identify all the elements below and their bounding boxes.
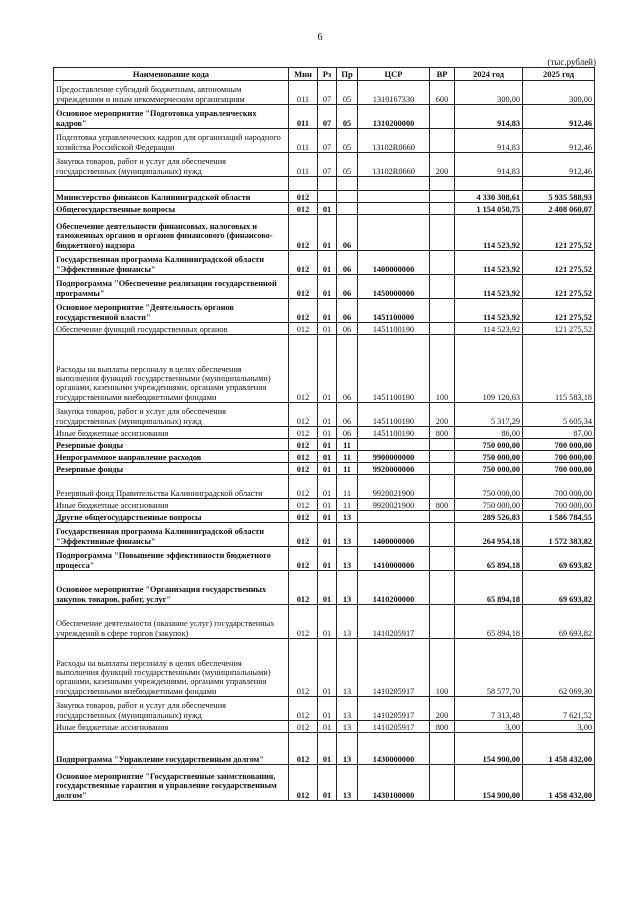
cell-vr: [430, 299, 455, 323]
table-row: [54, 733, 595, 765]
cell-csr: 1410205917: [358, 721, 430, 733]
cell-2025: 121 275,52: [523, 275, 595, 299]
cell-csr: 1310167330: [358, 81, 430, 105]
cell-2025: 912,46: [523, 105, 595, 129]
cell-rz: 01: [318, 439, 337, 451]
table-row: [54, 721, 595, 733]
cell-vr: 600: [430, 81, 455, 105]
cell-name: Обеспечение функций государственных органов: [54, 323, 289, 335]
cell-2025: 69 693,82: [523, 547, 595, 571]
cell-vr: [430, 439, 455, 451]
cell-pr: [337, 177, 358, 191]
cell-2024: 750 000,00: [455, 499, 523, 511]
cell-rz: 07: [318, 129, 337, 153]
cell-rz: 01: [318, 499, 337, 511]
table-row: [54, 299, 595, 323]
cell-2024: 114 523,92: [455, 323, 523, 335]
cell-name: Подпрограмма "Обеспечение реализации государственной программы": [54, 275, 289, 299]
table-row: [54, 463, 595, 475]
cell-csr: [358, 215, 430, 251]
cell-name: Общегосударственные вопросы: [54, 203, 289, 215]
cell-pr: 13: [337, 765, 358, 801]
cell-rz: 01: [318, 511, 337, 523]
table-row: [54, 547, 595, 571]
cell-name: Расходы на выплаты персоналу в целях обеспечения выполнения функций государственными (муниципальными) органами, казенными учреждениями, органами управления государственными внебюджетными фондами: [54, 639, 289, 697]
cell-pr: [337, 191, 358, 203]
cell-vr: [430, 571, 455, 605]
cell-2025: 121 275,52: [523, 299, 595, 323]
table-row: [54, 765, 595, 801]
cell-name: Министерство финансов Калининградской области: [54, 191, 289, 203]
cell-2024: 914,83: [455, 153, 523, 177]
table-row: [54, 323, 595, 335]
cell-min: 012: [289, 403, 318, 427]
table-row: [54, 605, 595, 639]
cell-pr: 06: [337, 251, 358, 275]
cell-2024: 914,83: [455, 129, 523, 153]
cell-rz: 07: [318, 81, 337, 105]
cell-csr: 9920021900: [358, 475, 430, 499]
cell-2024: 4 330 308,61: [455, 191, 523, 203]
table-row: [54, 403, 595, 427]
table-row: [54, 215, 595, 251]
cell-rz: 01: [318, 697, 337, 721]
cell-name: Предоставление субсидий бюджетным, автономным учреждениям и иным некоммерческим организациям: [54, 81, 289, 105]
cell-2025: 121 275,52: [523, 215, 595, 251]
units-label: (тыс.рублей): [547, 57, 596, 67]
col-header-csr: ЦСР: [358, 68, 430, 81]
cell-pr: 13: [337, 605, 358, 639]
cell-csr: 1400000000: [358, 523, 430, 547]
cell-vr: 100: [430, 335, 455, 403]
table-row: [54, 697, 595, 721]
cell-2025: 300,00: [523, 81, 595, 105]
cell-2024: 65 894,18: [455, 547, 523, 571]
cell-pr: 11: [337, 475, 358, 499]
cell-csr: 1451100000: [358, 299, 430, 323]
cell-2024: 65 894,18: [455, 571, 523, 605]
cell-2025: 62 069,30: [523, 639, 595, 697]
cell-2025: 2 408 060,07: [523, 203, 595, 215]
cell-csr: 9920000000: [358, 463, 430, 475]
cell-vr: [430, 475, 455, 499]
cell-2024: [455, 177, 523, 191]
cell-2025: 121 275,52: [523, 323, 595, 335]
cell-pr: 06: [337, 275, 358, 299]
cell-rz: 01: [318, 403, 337, 427]
table-row: [54, 475, 595, 499]
cell-min: 011: [289, 105, 318, 129]
cell-2024: 114 523,92: [455, 275, 523, 299]
cell-pr: 05: [337, 105, 358, 129]
cell-rz: 01: [318, 335, 337, 403]
cell-pr: 13: [337, 639, 358, 697]
cell-csr: 1430000000: [358, 733, 430, 765]
cell-csr: 1410205917: [358, 639, 430, 697]
cell-name: Обеспечение деятельности (оказание услуг) государственных учреждений в сфере торгов (закупок): [54, 605, 289, 639]
cell-2024: 1 154 050,75: [455, 203, 523, 215]
cell-vr: [430, 523, 455, 547]
cell-rz: 01: [318, 275, 337, 299]
table-row: [54, 335, 595, 403]
cell-2025: 1 458 432,00: [523, 733, 595, 765]
cell-2024: 114 523,92: [455, 251, 523, 275]
cell-vr: 100: [430, 639, 455, 697]
cell-min: 012: [289, 191, 318, 203]
cell-name: Государственная программа Калининградской области "Эффективные финансы": [54, 523, 289, 547]
table-body: [54, 81, 595, 801]
cell-min: 012: [289, 439, 318, 451]
cell-vr: [430, 275, 455, 299]
cell-2025: 7 621,52: [523, 697, 595, 721]
cell-pr: 13: [337, 511, 358, 523]
cell-2025: 912,46: [523, 129, 595, 153]
cell-pr: 13: [337, 547, 358, 571]
cell-2025: 5 605,34: [523, 403, 595, 427]
cell-name: Основное мероприятие "Организация государственных закупок товаров, работ, услуг": [54, 571, 289, 605]
table-row: [54, 499, 595, 511]
cell-min: 012: [289, 275, 318, 299]
cell-2025: 69 693,82: [523, 605, 595, 639]
cell-2025: 1 458 432,00: [523, 765, 595, 801]
table-row: [54, 129, 595, 153]
col-header-min: Мин: [289, 68, 318, 81]
cell-csr: 13102R0660: [358, 153, 430, 177]
cell-2025: 1 586 784,55: [523, 511, 595, 523]
cell-min: 012: [289, 463, 318, 475]
cell-2024: 289 526,83: [455, 511, 523, 523]
cell-min: 012: [289, 697, 318, 721]
cell-2024: 264 954,18: [455, 523, 523, 547]
cell-csr: 1451100190: [358, 427, 430, 439]
cell-min: 012: [289, 547, 318, 571]
cell-2025: 69 693,82: [523, 571, 595, 605]
cell-vr: [430, 765, 455, 801]
cell-2025: 700 000,00: [523, 475, 595, 499]
cell-2025: [523, 177, 595, 191]
cell-csr: [358, 177, 430, 191]
cell-name: Закупка товаров, работ и услуг для обеспечения государственных (муниципальных) нужд: [54, 153, 289, 177]
cell-2024: 5 317,29: [455, 403, 523, 427]
cell-csr: 1430100000: [358, 765, 430, 801]
cell-csr: 9900000000: [358, 451, 430, 463]
cell-2025: 912,46: [523, 153, 595, 177]
cell-2025: 700 000,00: [523, 463, 595, 475]
cell-2025: 700 000,00: [523, 499, 595, 511]
cell-vr: 200: [430, 153, 455, 177]
cell-csr: 1410205917: [358, 697, 430, 721]
cell-name: Иные бюджетные ассигнования: [54, 499, 289, 511]
cell-rz: 01: [318, 765, 337, 801]
cell-min: 012: [289, 215, 318, 251]
cell-csr: 1310200000: [358, 105, 430, 129]
cell-rz: 01: [318, 547, 337, 571]
col-header-pr: Пр: [337, 68, 358, 81]
cell-name: Подпрограмма "Управление государственным долгом": [54, 733, 289, 765]
cell-name: Непрограммное направление расходов: [54, 451, 289, 463]
cell-2024: 7 313,48: [455, 697, 523, 721]
cell-vr: [430, 511, 455, 523]
cell-pr: 13: [337, 571, 358, 605]
cell-vr: [430, 451, 455, 463]
cell-vr: [430, 605, 455, 639]
cell-rz: 07: [318, 153, 337, 177]
cell-2025: 700 000,00: [523, 439, 595, 451]
cell-min: 011: [289, 153, 318, 177]
cell-2025: 1 572 383,82: [523, 523, 595, 547]
cell-min: 012: [289, 499, 318, 511]
cell-min: 012: [289, 251, 318, 275]
cell-csr: 1451100190: [358, 403, 430, 427]
col-header-rz: Рз: [318, 68, 337, 81]
page-number: 6: [317, 32, 323, 43]
cell-pr: [337, 203, 358, 215]
cell-pr: 11: [337, 463, 358, 475]
cell-2025: 700 000,00: [523, 451, 595, 463]
table-row: [54, 203, 595, 215]
cell-vr: [430, 177, 455, 191]
cell-2024: 65 894,18: [455, 605, 523, 639]
cell-rz: 01: [318, 523, 337, 547]
cell-min: 012: [289, 427, 318, 439]
cell-min: 012: [289, 765, 318, 801]
table-row: [54, 439, 595, 451]
cell-2024: 750 000,00: [455, 451, 523, 463]
cell-2024: 58 577,70: [455, 639, 523, 697]
cell-min: 012: [289, 721, 318, 733]
cell-2024: 750 000,00: [455, 475, 523, 499]
cell-pr: 05: [337, 129, 358, 153]
cell-name: Резервные фонды: [54, 439, 289, 451]
table-row: [54, 81, 595, 105]
cell-pr: 11: [337, 499, 358, 511]
cell-rz: 01: [318, 251, 337, 275]
cell-min: 012: [289, 523, 318, 547]
table-row: [54, 523, 595, 547]
cell-rz: 01: [318, 639, 337, 697]
cell-name: Обеспечение деятельности финансовых, налоговых и таможенных органов и органов финансового (финансово-бюджетного) надзора: [54, 215, 289, 251]
table-row: [54, 639, 595, 697]
table-row: [54, 105, 595, 129]
cell-vr: 800: [430, 721, 455, 733]
cell-rz: [318, 177, 337, 191]
cell-vr: [430, 215, 455, 251]
cell-csr: [358, 439, 430, 451]
table-row: [54, 153, 595, 177]
cell-2024: 750 000,00: [455, 439, 523, 451]
col-header-vr: ВР: [430, 68, 455, 81]
cell-2024: 114 523,92: [455, 299, 523, 323]
cell-min: 011: [289, 129, 318, 153]
table-row: [54, 177, 595, 191]
cell-name: Закупка товаров, работ и услуг для обеспечения государственных (муниципальных) нужд: [54, 403, 289, 427]
cell-name: Резервный фонд Правительства Калининградской области: [54, 475, 289, 499]
cell-vr: [430, 323, 455, 335]
cell-pr: 13: [337, 523, 358, 547]
cell-rz: 01: [318, 571, 337, 605]
cell-pr: 13: [337, 733, 358, 765]
cell-rz: 01: [318, 427, 337, 439]
header-row: [54, 68, 595, 81]
cell-pr: 06: [337, 335, 358, 403]
cell-csr: 13102R0660: [358, 129, 430, 153]
cell-rz: 01: [318, 323, 337, 335]
cell-min: 012: [289, 475, 318, 499]
cell-csr: 9920021900: [358, 499, 430, 511]
cell-name: Другие общегосударственные вопросы: [54, 511, 289, 523]
cell-csr: 1410000000: [358, 547, 430, 571]
cell-vr: [430, 547, 455, 571]
cell-pr: 13: [337, 721, 358, 733]
cell-min: 012: [289, 335, 318, 403]
cell-min: 012: [289, 639, 318, 697]
cell-vr: [430, 463, 455, 475]
cell-pr: 06: [337, 299, 358, 323]
cell-rz: 01: [318, 451, 337, 463]
table-row: [54, 427, 595, 439]
cell-min: 012: [289, 203, 318, 215]
cell-rz: 01: [318, 215, 337, 251]
cell-vr: [430, 191, 455, 203]
cell-rz: 07: [318, 105, 337, 129]
cell-pr: 13: [337, 697, 358, 721]
cell-min: [289, 177, 318, 191]
cell-pr: 06: [337, 215, 358, 251]
cell-vr: 800: [430, 427, 455, 439]
cell-pr: 06: [337, 403, 358, 427]
cell-csr: 1451100190: [358, 323, 430, 335]
cell-2025: 87,00: [523, 427, 595, 439]
cell-pr: 11: [337, 439, 358, 451]
cell-2024: 154 900,00: [455, 765, 523, 801]
cell-name: Основное мероприятие "Подготовка управленческих кадров": [54, 105, 289, 129]
cell-name: [54, 177, 289, 191]
cell-rz: 01: [318, 463, 337, 475]
cell-min: 012: [289, 511, 318, 523]
cell-vr: [430, 105, 455, 129]
cell-2024: 109 120,63: [455, 335, 523, 403]
cell-2024: 914,83: [455, 105, 523, 129]
cell-csr: [358, 511, 430, 523]
cell-rz: 01: [318, 605, 337, 639]
table-row: [54, 275, 595, 299]
cell-min: 012: [289, 733, 318, 765]
cell-name: Государственная программа Калининградской области "Эффективные финансы": [54, 251, 289, 275]
cell-2024: 86,00: [455, 427, 523, 439]
cell-name: Основное мероприятие "Государственные заимствования, государственные гарантии и управление государственным долгом": [54, 765, 289, 801]
cell-rz: 01: [318, 475, 337, 499]
cell-name: Закупка товаров, работ и услуг для обеспечения государственных (муниципальных) нужд: [54, 697, 289, 721]
cell-pr: 11: [337, 451, 358, 463]
cell-2024: 114 523,92: [455, 215, 523, 251]
cell-rz: 01: [318, 299, 337, 323]
table-row: [54, 251, 595, 275]
cell-2024: 3,00: [455, 721, 523, 733]
cell-csr: 1451100190: [358, 335, 430, 403]
cell-2025: 121 275,52: [523, 251, 595, 275]
cell-name: Основное мероприятие "Деятельность органов государственной власти": [54, 299, 289, 323]
table-row: [54, 571, 595, 605]
col-header-2024: 2024 год: [455, 68, 523, 81]
cell-2025: 3,00: [523, 721, 595, 733]
cell-name: Иные бюджетные ассигнования: [54, 427, 289, 439]
cell-csr: [358, 191, 430, 203]
cell-rz: 01: [318, 203, 337, 215]
cell-vr: 200: [430, 697, 455, 721]
budget-table: [53, 67, 595, 801]
cell-rz: [318, 191, 337, 203]
table-row: [54, 511, 595, 523]
cell-name: Подпрограмма "Повышение эффективности бюджетного процесса": [54, 547, 289, 571]
cell-vr: [430, 733, 455, 765]
cell-csr: 1450000000: [358, 275, 430, 299]
cell-pr: 05: [337, 81, 358, 105]
cell-rz: 01: [318, 733, 337, 765]
cell-min: 012: [289, 323, 318, 335]
cell-2024: 154 900,00: [455, 733, 523, 765]
cell-csr: [358, 203, 430, 215]
cell-2025: 115 583,18: [523, 335, 595, 403]
table-row: [54, 191, 595, 203]
cell-vr: [430, 251, 455, 275]
cell-rz: 01: [318, 721, 337, 733]
cell-2024: 300,00: [455, 81, 523, 105]
cell-name: Расходы на выплаты персоналу в целях обеспечения выполнения функций государственными (муниципальными) органами, казенными учреждениями, органами управления государственными внебюджетными фондами: [54, 335, 289, 403]
cell-csr: 1410205917: [358, 605, 430, 639]
cell-2024: 750 000,00: [455, 463, 523, 475]
cell-csr: 1410200000: [358, 571, 430, 605]
cell-pr: 06: [337, 323, 358, 335]
cell-min: 012: [289, 571, 318, 605]
cell-name: Подготовка управленческих кадров для организаций народного хозяйства Российской Федерации: [54, 129, 289, 153]
cell-pr: 06: [337, 427, 358, 439]
cell-vr: 200: [430, 403, 455, 427]
cell-name: Резервные фонды: [54, 463, 289, 475]
cell-vr: [430, 129, 455, 153]
cell-csr: 1400000000: [358, 251, 430, 275]
cell-min: 012: [289, 299, 318, 323]
cell-min: 012: [289, 451, 318, 463]
cell-vr: [430, 203, 455, 215]
cell-pr: 05: [337, 153, 358, 177]
cell-min: 012: [289, 605, 318, 639]
col-header-name: Наименование кода: [54, 68, 289, 81]
table-row: [54, 451, 595, 463]
cell-min: 011: [289, 81, 318, 105]
cell-2025: 5 935 588,93: [523, 191, 595, 203]
cell-name: Иные бюджетные ассигнования: [54, 721, 289, 733]
col-header-2025: 2025 год: [523, 68, 595, 81]
cell-vr: 800: [430, 499, 455, 511]
